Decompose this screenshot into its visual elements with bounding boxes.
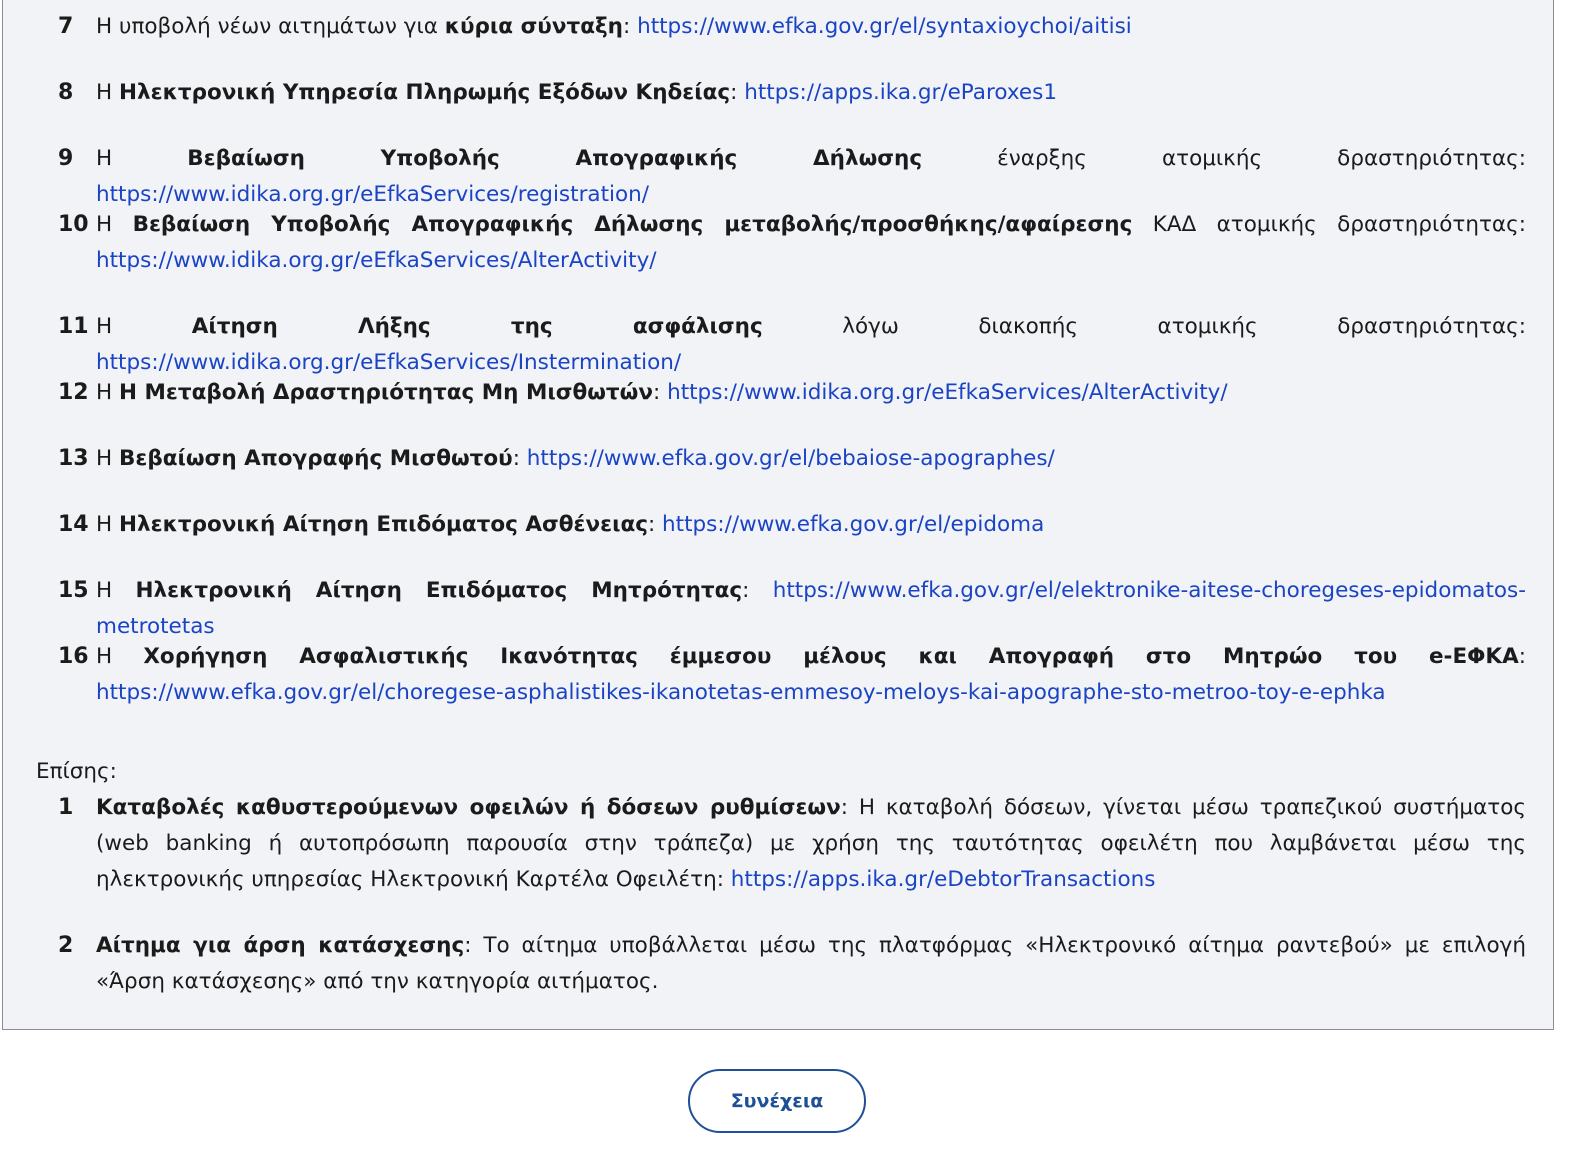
item-number: 16 [58, 644, 89, 669]
item-number: 12 [58, 380, 89, 405]
item-prefix: Η υποβολή νέων αιτημάτων για [96, 14, 445, 39]
item-title: Ηλεκτρονική Υπηρεσία Πληρωμής Εξόδων Κηδείας [119, 80, 731, 105]
item-prefix: Η [96, 146, 188, 171]
item-number: 15 [58, 578, 89, 603]
item-link[interactable]: https://www.efka.gov.gr/el/bebaiose-apographes/ [526, 446, 1055, 471]
item-number: 1 [58, 795, 74, 820]
item-title: Χορήγηση Ασφαλιστικής Ικανότητας έμμεσου μέλους και Απογραφή στο Μητρώο του e-ΕΦΚΑ [143, 644, 1519, 669]
item-link[interactable]: https://www.efka.gov.gr/el/syntaxioychoi/aitisi [637, 14, 1132, 39]
item-suffix: : [730, 80, 745, 105]
item-number: 9 [58, 146, 74, 171]
item-prefix: Η [96, 578, 136, 603]
item-text [96, 441, 1526, 477]
item-suffix: ΚΑΔ ατομικής δραστηριότητας: [1132, 212, 1526, 237]
item-suffix: : Το αίτημα υποβάλλεται μέσω της πλατφόρμας «Ηλεκτρονικό αίτημα ραντεβού» με επιλογή «Άρση κατάσχεσης» από την κατηγορία αιτήματος. [96, 933, 1527, 994]
item-link[interactable]: https://www.efka.gov.gr/el/choregese-asphalistikes-ikanotetas-emmesoy-meloys-kai-apographe-sto-metroo-toy-e-ephka [96, 680, 1386, 705]
item-title: Αίτημα για άρση κατάσχεσης [96, 933, 465, 958]
item-text [96, 928, 1526, 1000]
item-prefix: Η [96, 212, 133, 237]
item-title: Βεβαίωση Υποβολής Απογραφικής Δήλωσης [187, 146, 923, 171]
also-label: Επίσης: [36, 759, 117, 784]
item-title: Βεβαίωση Απογραφής Μισθωτού [119, 446, 513, 471]
item-text [96, 573, 1526, 645]
item-title: Βεβαίωση Υποβολής Απογραφικής Δήλωσης μεταβολής/προσθήκης/αφαίρεσης [132, 212, 1133, 237]
item-text [96, 207, 1526, 279]
item-number: 13 [58, 446, 89, 471]
item-text [96, 790, 1526, 898]
item-suffix: : Η καταβολή δόσεων, γίνεται μέσω τραπεζικού συστήματος (web banking ή αυτοπρόσωπη παρουσία στην τράπεζα) με χρήση της ταυτότητας οφειλέτη που λαμβάνεται μέσω της ηλεκτρονικής υπηρεσίας Ηλεκτρονική Καρτέλα Οφειλέτη: [96, 795, 1526, 892]
item-suffix: : [647, 512, 663, 537]
item-number: 7 [58, 14, 74, 39]
item-link[interactable]: https://www.idika.org.gr/eEfkaServices/registration/ [96, 182, 650, 207]
item-suffix: : [742, 578, 773, 603]
item-prefix: Η [96, 512, 120, 537]
item-text [96, 507, 1526, 543]
item-number: 14 [58, 512, 89, 537]
item-suffix: : [652, 380, 668, 405]
item-text [96, 375, 1526, 411]
item-link[interactable]: https://www.efka.gov.gr/el/elektronike-aitese-choregeses-epidomatos-metrotetas [96, 578, 1527, 639]
item-suffix: λόγω διακοπής ατομικής δραστηριότητας: [762, 314, 1526, 339]
item-suffix: : [512, 446, 527, 471]
item-link[interactable]: https://www.efka.gov.gr/el/epidoma [662, 512, 1045, 537]
item-suffix: έναρξης ατομικής δραστηριότητας: [922, 146, 1526, 171]
item-title: Η Μεταβολή Δραστηριότητας Μη Μισθωτών [119, 380, 653, 405]
item-text [96, 309, 1526, 381]
item-title: Ηλεκτρονική Αίτηση Επιδόματος Μητρότητας [135, 578, 743, 603]
item-number: 2 [58, 933, 74, 958]
item-suffix: : [1518, 644, 1526, 669]
content-panel [2, 0, 1554, 1030]
item-link[interactable]: https://www.idika.org.gr/eEfkaServices/AlterActivity/ [96, 248, 657, 273]
item-text [96, 639, 1526, 711]
item-link[interactable]: https://www.idika.org.gr/eEfkaServices/AlterActivity/ [667, 380, 1228, 405]
item-link[interactable]: https://apps.ika.gr/eDebtorTransactions [730, 867, 1156, 892]
item-prefix: Η [96, 314, 192, 339]
item-title: Καταβολές καθυστερούμενων οφειλών ή δόσεων ρυθμίσεων [96, 795, 841, 820]
item-title: Αίτηση Λήξης της ασφάλισης [191, 314, 763, 339]
item-number: 11 [58, 314, 89, 339]
item-title: Ηλεκτρονική Αίτηση Επιδόματος Ασθένειας [119, 512, 648, 537]
item-number: 10 [58, 212, 89, 237]
item-prefix: Η [96, 80, 120, 105]
item-prefix: Η [96, 644, 144, 669]
item-text [96, 75, 1526, 111]
item-suffix: : [622, 14, 638, 39]
continue-button[interactable]: Συνέχεια [688, 1069, 866, 1133]
item-link[interactable]: https://apps.ika.gr/eParoxes1 [744, 80, 1058, 105]
item-title: κύρια σύνταξη [444, 14, 623, 39]
item-number: 8 [58, 80, 74, 105]
item-prefix: Η [96, 380, 120, 405]
item-prefix: Η [96, 446, 120, 471]
item-text [96, 141, 1526, 213]
item-text [96, 9, 1526, 45]
item-link[interactable]: https://www.idika.org.gr/eEfkaServices/Instermination/ [96, 350, 682, 375]
